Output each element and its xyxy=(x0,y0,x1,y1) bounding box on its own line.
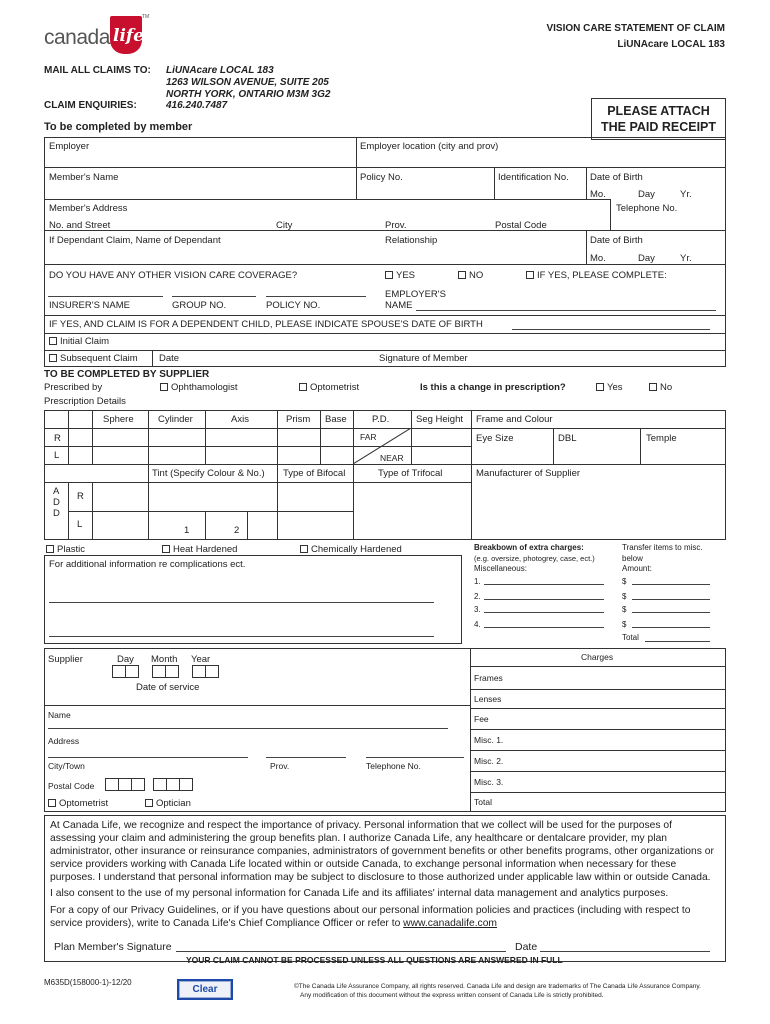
coverage-if-yes[interactable] xyxy=(526,271,667,281)
coverage-if-yes-checkbox[interactable] xyxy=(526,271,534,279)
chem-hardened-label: Chemically Hardened xyxy=(311,544,402,555)
mail-line3: NORTH YORK, ONTARIO M3M 3G2 xyxy=(166,89,331,100)
date-of-service-label: Date of service xyxy=(136,682,200,693)
member-dob-label: Date of Birth xyxy=(590,172,643,183)
members-name-label: Member's Name xyxy=(49,172,119,183)
mail-line2: 1263 WILSON AVENUE, SUITE 205 xyxy=(166,77,329,88)
employers-name-label-2: NAME xyxy=(385,300,413,311)
postal-box-2[interactable] xyxy=(118,778,132,791)
row-l-label: L xyxy=(54,450,60,461)
insurers-name-label: INSURER'S NAME xyxy=(49,300,130,311)
col-prism: Prism xyxy=(286,414,311,425)
subsequent-claim[interactable] xyxy=(49,354,138,364)
add-l-label: L xyxy=(77,519,83,530)
policy-no-caps-label: POLICY NO. xyxy=(266,300,321,311)
col-pd: P.D. xyxy=(372,414,390,425)
mail-label: MAIL ALL CLAIMS TO: xyxy=(44,65,151,76)
col-base: Base xyxy=(325,414,347,425)
misc-n1: 1. xyxy=(474,577,481,586)
claim-date-label: Date xyxy=(159,353,180,364)
mail-line1: LiUNAcare LOCAL 183 xyxy=(166,65,274,76)
spouse-dob-label: IF YES, AND CLAIM IS FOR A DEPENDENT CHILD, PLEASE INDICATE SPOUSE'S DATE OF BIRTH xyxy=(49,319,483,330)
supplier-optician-checkbox[interactable] xyxy=(145,799,153,807)
optometrist-prescriber[interactable] xyxy=(299,383,359,393)
supplier-optometrist-label: Optometrist xyxy=(59,798,109,809)
ophthalmologist-label: Ophthamologist xyxy=(171,382,238,393)
add-letter-a: A xyxy=(53,486,60,497)
copyright-line1: ©The Canada Life Assurance Company, all rights reserved. Canada Life and design are trademarks of The Canada Life Assurance Company. xyxy=(294,983,701,990)
supplier-optometrist[interactable] xyxy=(48,799,108,809)
receipt-notice xyxy=(591,98,726,140)
change-no-checkbox[interactable] xyxy=(649,383,657,391)
member-dob-day: Day xyxy=(638,189,655,200)
enquiries-label: CLAIM ENQUIRIES: xyxy=(44,100,137,111)
no-and-street-label: No. and Street xyxy=(49,220,111,231)
amount-label: Amount: xyxy=(622,564,652,573)
dbl-label: DBL xyxy=(558,433,577,444)
col-seg-height: Seg Height xyxy=(416,414,464,425)
member-dob-mo: Mo. xyxy=(590,189,606,200)
coverage-if-yes-label: IF YES, PLEASE COMPLETE: xyxy=(537,270,667,281)
amount-dollar-2: $ xyxy=(622,592,627,601)
supplier-telephone-label: Telephone No. xyxy=(366,761,421,771)
change-yes[interactable] xyxy=(596,383,623,393)
charge-fee: Fee xyxy=(474,714,489,724)
supplier-heading: TO BE COMPLETED BY SUPPLIER xyxy=(44,369,210,380)
charge-frames: Frames xyxy=(474,673,503,683)
service-day-box-2[interactable] xyxy=(125,665,139,678)
charges-heading: Charges xyxy=(581,652,614,662)
initial-claim[interactable] xyxy=(49,337,109,347)
canada-life-logo xyxy=(44,14,156,58)
prov-label: Prov. xyxy=(385,220,407,231)
city-town-label: City/Town xyxy=(48,761,85,771)
near-label: NEAR xyxy=(380,453,404,463)
service-day-box-1[interactable] xyxy=(112,665,126,678)
prescribed-by-label: Prescribed by xyxy=(44,382,103,393)
members-address-label: Member's Address xyxy=(49,203,128,214)
coverage-no-label: NO xyxy=(469,270,484,281)
receipt-line2: THE PAID RECEIPT xyxy=(600,120,717,134)
relationship-label: Relationship xyxy=(385,235,438,246)
add-r-label: R xyxy=(77,491,84,502)
employer-location-input[interactable] xyxy=(360,152,724,166)
plastic[interactable] xyxy=(46,545,85,555)
supplier-info-grid xyxy=(44,648,726,812)
heat-hardened[interactable] xyxy=(162,545,237,555)
telephone-no-label: Telephone No. xyxy=(616,203,678,214)
dependant-label: If Dependant Claim, Name of Dependant xyxy=(49,235,221,246)
transfer-label-2: below xyxy=(622,554,643,563)
dependant-dob-label: Date of Birth xyxy=(590,235,643,246)
coverage-yes-label: YES xyxy=(396,270,416,281)
misc-label: Miscellaneous: xyxy=(474,564,527,573)
copyright-line2: Any modification of this document without the express written consent of Canada Life is strictly prohibited. xyxy=(300,992,604,999)
temple-label: Temple xyxy=(646,433,677,444)
optometrist-prescriber-checkbox[interactable] xyxy=(299,383,307,391)
privacy-p2: I also consent to the use of my personal information for Canada Life and its affiliates' internal data management and analytics purposes. xyxy=(50,888,669,900)
trifocal-label: Type of Trifocal xyxy=(378,468,443,479)
coverage-no[interactable] xyxy=(458,271,483,281)
transfer-label-1: Transfer items to misc. xyxy=(622,543,703,552)
logo-tm: TM xyxy=(142,14,150,20)
service-year-label: Year xyxy=(191,654,211,665)
enquiries-phone: 416.240.7487 xyxy=(166,100,228,111)
receipt-line1: PLEASE ATTACH xyxy=(607,104,710,118)
postal-box-4[interactable] xyxy=(153,778,167,791)
heat-hardened-label: Heat Hardened xyxy=(173,544,238,555)
signature-date-label: Date xyxy=(515,941,538,953)
col-cylinder: Cylinder xyxy=(158,414,193,425)
dependant-dob-day: Day xyxy=(638,253,655,264)
charge-misc1: Misc. 1. xyxy=(474,735,504,745)
postal-box-1[interactable] xyxy=(105,778,119,791)
clear-button[interactable]: Clear xyxy=(177,979,233,1000)
other-coverage-question: DO YOU HAVE ANY OTHER VISION CARE COVERAGE? xyxy=(49,270,298,281)
signature-of-member-label: Signature of Member xyxy=(379,353,468,364)
supplier-optician[interactable] xyxy=(145,799,191,809)
charge-lenses: Lenses xyxy=(474,694,502,704)
charge-misc3: Misc. 3. xyxy=(474,777,504,787)
misc-n2: 2. xyxy=(474,592,481,601)
manufacturer-label: Manufacturer of Supplier xyxy=(476,468,581,479)
tint-label: Tint (Specify Colour & No.) xyxy=(152,468,265,479)
supplier-label: Supplier xyxy=(48,654,83,665)
canadalife-link[interactable]: www.canadalife.com xyxy=(403,917,498,929)
logo-script: life xyxy=(113,26,145,46)
eye-size-label: Eye Size xyxy=(476,433,514,444)
optometrist-prescriber-label: Optometrist xyxy=(310,382,360,393)
plastic-checkbox[interactable] xyxy=(46,545,54,553)
privacy-p3 xyxy=(50,904,720,930)
privacy-statement xyxy=(44,815,726,962)
add-col-1: 1 xyxy=(184,525,190,536)
members-name-input[interactable] xyxy=(48,184,352,198)
change-prescription-question: Is this a change in prescription? xyxy=(420,382,566,393)
subsequent-claim-label: Subsequent Claim xyxy=(60,353,138,364)
change-no[interactable] xyxy=(649,383,672,393)
postal-box-3[interactable] xyxy=(131,778,145,791)
dependant-dob-yr: Yr. xyxy=(680,253,692,264)
member-heading: To be completed by member xyxy=(44,121,193,133)
amount-total-label: Total xyxy=(622,633,639,642)
change-no-label: No xyxy=(660,382,673,393)
postal-code-label: Postal Code xyxy=(495,220,547,231)
identification-no-label: Identification No. xyxy=(498,172,569,183)
initial-claim-label: Initial Claim xyxy=(60,336,110,347)
prescription-details-label: Prescription Details xyxy=(44,396,126,407)
amount-dollar-3: $ xyxy=(622,605,627,614)
subsequent-claim-checkbox[interactable] xyxy=(49,354,57,362)
privacy-p3-text: For a copy of our Privacy Guidelines, or if you have questions about our personal information policies and practices (including with respect to service providers), write to Canada Life's Chief Compliance Officer or refer to xyxy=(50,904,691,929)
supplier-prov-label: Prov. xyxy=(270,761,290,771)
change-yes-checkbox[interactable] xyxy=(596,383,604,391)
service-month-label: Month xyxy=(151,654,178,665)
extra-charges-eg: (e.g. oversize, photogrey, case, ect.) xyxy=(474,554,595,563)
supplier-optometrist-checkbox[interactable] xyxy=(48,799,56,807)
service-year-box-1[interactable] xyxy=(192,665,206,678)
col-sphere: Sphere xyxy=(103,414,134,425)
postal-box-5[interactable] xyxy=(166,778,180,791)
member-dob-yr: Yr. xyxy=(680,189,692,200)
policy-no-input[interactable] xyxy=(360,184,492,198)
coverage-yes-checkbox[interactable] xyxy=(385,271,393,279)
form-subtitle: LiUNAcare LOCAL 183 xyxy=(617,39,725,50)
chem-hardened-checkbox[interactable] xyxy=(300,545,308,553)
add-letter-d2: D xyxy=(53,508,60,519)
footer-warning: YOUR CLAIM CANNOT BE PROCESSED UNLESS ALL QUESTIONS ARE ANSWERED IN FULL xyxy=(186,955,563,965)
form-title: VISION CARE STATEMENT OF CLAIM xyxy=(546,23,725,34)
coverage-yes[interactable] xyxy=(385,271,415,281)
dependant-dob-mo: Mo. xyxy=(590,253,606,264)
misc-n4: 4. xyxy=(474,620,481,629)
service-day-label: Day xyxy=(117,654,134,665)
logo-word: canada xyxy=(44,26,110,49)
bifocal-label: Type of Bifocal xyxy=(283,468,346,479)
employer-input[interactable] xyxy=(48,152,352,166)
add-letter-d1: D xyxy=(53,497,60,508)
group-no-label: GROUP NO. xyxy=(172,300,227,311)
supplier-optician-label: Optician xyxy=(156,798,191,809)
amount-dollar-4: $ xyxy=(622,620,627,629)
supplier-address-label: Address xyxy=(48,736,80,746)
col-axis: Axis xyxy=(231,414,249,425)
identification-no-input[interactable] xyxy=(498,184,586,198)
ophthalmologist-checkbox[interactable] xyxy=(160,383,168,391)
amount-dollar-1: $ xyxy=(622,577,627,586)
city-label: City xyxy=(276,220,293,231)
employer-location-label: Employer location (city and prov) xyxy=(360,141,499,152)
policy-no-label: Policy No. xyxy=(360,172,403,183)
postal-box-6[interactable] xyxy=(179,778,193,791)
ophthalmologist[interactable] xyxy=(160,383,238,393)
chem-hardened[interactable] xyxy=(300,545,402,555)
plan-member-signature-label: Plan Member's Signature xyxy=(54,941,172,953)
extra-charges-title: Breakbown of extra charges: xyxy=(474,543,584,552)
complications-label: For additional information re complications ect. xyxy=(49,559,246,570)
service-month-box-1[interactable] xyxy=(152,665,166,678)
form-code: M635D(158000-1)-12/20 xyxy=(44,978,132,987)
supplier-name-label: Name xyxy=(48,710,71,720)
employers-name-label-1: EMPLOYER'S xyxy=(385,289,446,300)
charge-total: Total xyxy=(474,797,492,807)
row-r-label: R xyxy=(54,433,61,444)
heat-hardened-checkbox[interactable] xyxy=(162,545,170,553)
service-month-box-2[interactable] xyxy=(165,665,179,678)
coverage-no-checkbox[interactable] xyxy=(458,271,466,279)
change-yes-label: Yes xyxy=(607,382,623,393)
employer-label: Employer xyxy=(49,141,90,152)
add-col-2: 2 xyxy=(234,525,240,536)
charge-misc2: Misc. 2. xyxy=(474,756,504,766)
far-label: FAR xyxy=(360,432,377,442)
plastic-label: Plastic xyxy=(57,544,85,555)
privacy-p1: At Canada Life, we recognize and respect the importance of privacy. Personal information that we collect will be used for the purposes of assessing your claim and administering the group benefits plan. I authorize Canada Life, any healthcare or dentalcare provider, my plan administrator, other insurance or reinsurance companies, administrators of government benefits or other benefits programs, other organizations or service providers working with Canada Life located within or outside Canada, to exchange personal information when necessary for these purposes. I understand that personal information may be subject to disclosure to those authorized under applicable law within or outside Canada. xyxy=(50,820,714,884)
frame-colour-label: Frame and Colour xyxy=(476,414,553,425)
supplier-postal-label: Postal Code xyxy=(48,781,95,791)
misc-n3: 3. xyxy=(474,605,481,614)
initial-claim-checkbox[interactable] xyxy=(49,337,57,345)
service-year-box-2[interactable] xyxy=(205,665,219,678)
